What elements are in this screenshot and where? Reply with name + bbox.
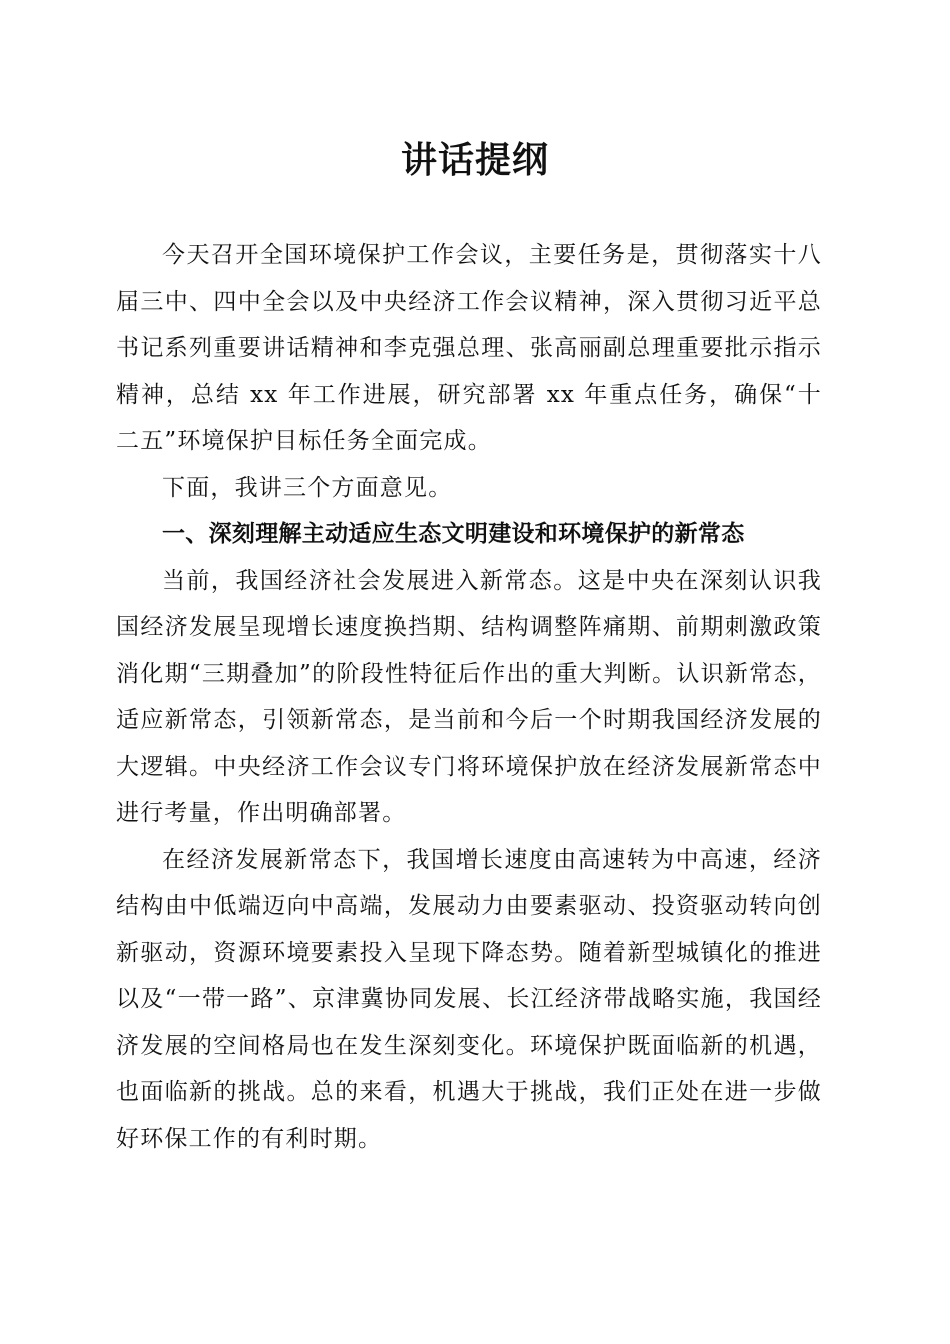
section-paragraph-1: 当前，我国经济社会发展进入新常态。这是中央在深刻认识我国经济发展呈现增长速度换挡期、结构调整阵痛期、前期刺激政策消化期“三期叠加”的阶段性特征后作出的重大判断。认识新常态，适应新常态，引领新常态，是当前和今后一个时期我国经济发展的大逻辑。中央经济工作会议专门将环境保护放在经济发展新常态中进行考量，作出明确部署。 [116, 567, 822, 826]
intro-paragraph: 今天召开全国环境保护工作会议，主要任务是，贯彻落实十八届三中、四中全会以及中央经济工作会议精神，深入贯彻习近平总书记系列重要讲话精神和李克强总理、张高丽副总理重要批示指示精神，总结 xx 年工作进展，研究部署 xx 年重点任务，确保“十二五”环境保护目标任务全面完成。 [116, 242, 822, 454]
document-body [116, 232, 822, 1162]
section-paragraph-2: 在经济发展新常态下，我国增长速度由高速转为中高速，经济结构由中低端迈向中高端，发展动力由要素驱动、投资驱动转向创新驱动，资源环境要素投入呈现下降态势。随着新型城镇化的推进以及“一带一路”、京津冀协同发展、长江经济带战略实施，我国经济发展的空间格局也在发生深刻变化。环境保护既面临新的机遇，也面临新的挑战。总的来看，机遇大于挑战，我们正处在进一步做好环保工作的有利时期。 [116, 846, 822, 1152]
document-title: 讲话提纲 [400, 139, 549, 181]
outline-paragraph: 下面，我讲三个方面意见。 [162, 474, 453, 501]
section-heading: 一、深刻理解主动适应生态文明建设和环境保护的新常态 [162, 521, 745, 547]
